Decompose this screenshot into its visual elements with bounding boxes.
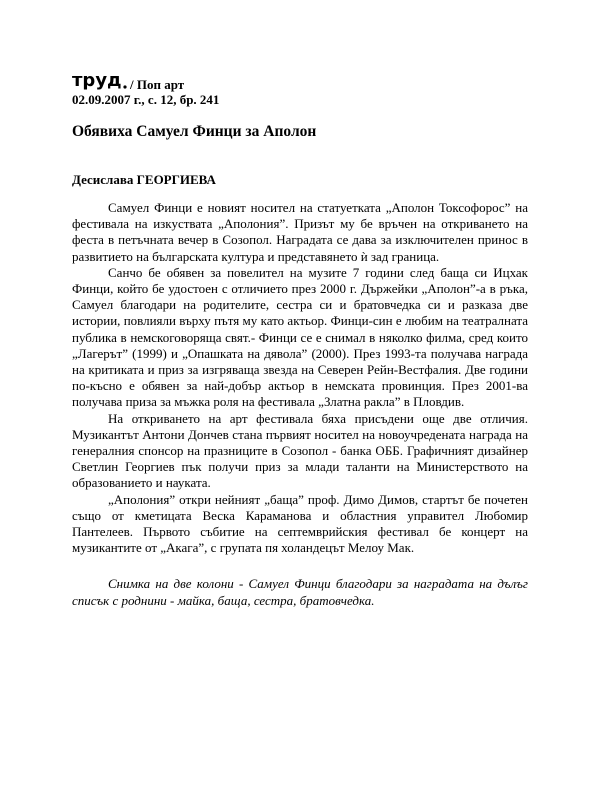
article-body — [72, 200, 528, 556]
publication-header — [72, 66, 528, 92]
photo-caption: Снимка на две колони - Самуел Финци благодари за наградата на дълъг списък с роднини - майка, баща, сестра, братовчедка. — [72, 576, 528, 608]
section-label: / Поп арт — [130, 77, 185, 92]
paragraph: Санчо бе обявен за повелител на музите 7 години след баща си Ицхак Финци, който бе удостоен с отличието през 2000 г. Държейки „Аполон”-а в ръка, Самуел благодари на родителите, сестра си и братовчедка си и разказа две истории, повлияли върху пътя му като актьор. Финци-син е любим на театралната публика в немскоговоряща свят.- Финци се е снимал в няколко филма, сред които „Лагерът” (1999) и „Опашката на дявола” (2000). През 1993-та получава награда на критиката и приз за изгряваща звезда на Северен Рейн-Вестфалия. Две години по-късно е обявен за най-добър актьор в немската провинция. През 2001-ва получава приза за мъжка роля на фестивала „Златна ракла” в Пловдив. — [72, 264, 528, 410]
article-title: Обявиха Самуел Финци за Аполон — [72, 123, 317, 140]
paragraph: На откриването на арт фестивала бяха присъдени още две отличия. Музикантът Антони Дончев стана първият носител на новоучредената награда на генералния спонсор на празниците в Созопол - банка ОББ. Графичният дизайнер Светлин Георгиев пък получи приз за млади таланти на Министерството на образованието и науката. — [72, 410, 528, 491]
trud-logo — [72, 70, 128, 92]
article-author: Десислава ГЕОРГИЕВА — [72, 172, 216, 187]
issue-info: 02.09.2007 г., с. 12, бр. 241 — [72, 92, 220, 107]
logo-text: труд — [72, 70, 122, 91]
paragraph: Самуел Финци е новият носител на статуетката „Аполон Токсофорос” на фестивала на изкуствата „Аполония”. Призът му бе връчен на откриването на феста в петъчната вечер в Созопол. Наградата се дава за изключителен принос в развитието на българската култура и представянето ѝ зад граница. — [72, 200, 528, 264]
paragraph: „Аполония” откри нейният „баща” проф. Димо Димов, стартът бе почетен също от кметицата Веска Караманова и областния управител Любомир Пантелеев. Първото събитие на септемврийския фестивал бе концерт на музикантите от „Акага”, с групата пя холандецът Мелоу Мак. — [72, 491, 528, 556]
article-page — [72, 66, 528, 622]
